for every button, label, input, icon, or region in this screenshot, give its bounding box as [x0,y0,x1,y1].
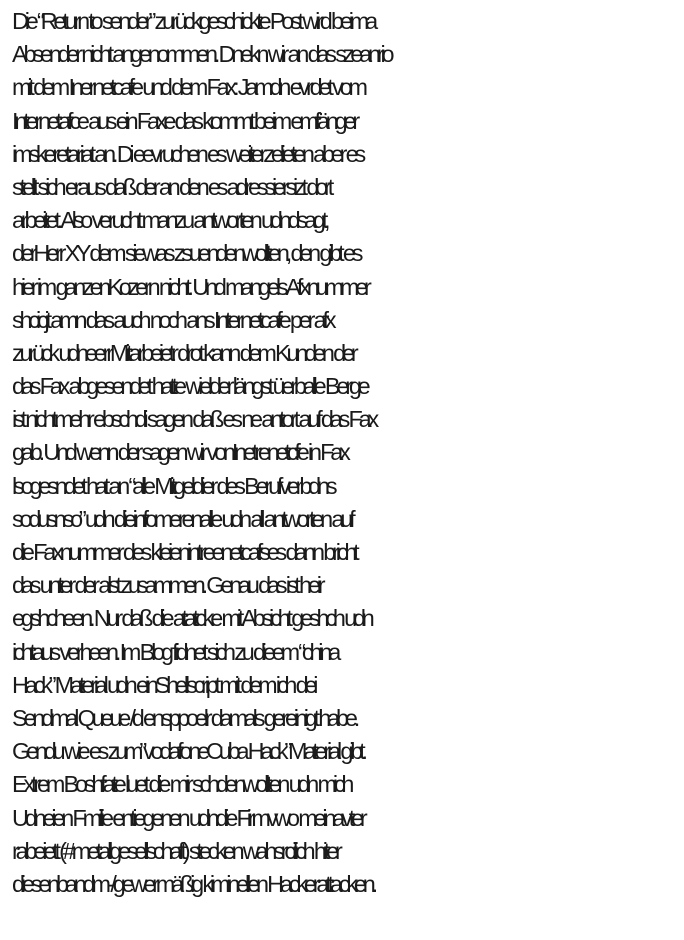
text-line: diesenbandm-/gewermäßig kiminellen Hackerattacken. [12,870,374,897]
text-line: derHerr XY dem siewas zsuendenwollten, den gibt es [12,240,360,267]
text-line: Internetafce aus ein Faxe das kommt beim emfänger [12,107,357,134]
text-line: zurück udneerrMitarbeietr drot kann dem Kunden der [12,339,355,366]
text-line: rabeiett (#metallgesellschaft) stecken wahsrcilich hiter [12,837,339,864]
text-line: ichtaus verheen. Im Blog fidnet sich zu dieem “china [12,638,338,665]
text-line: imskeretariat an. Di eevruchen es weiterzelieten aber es [12,140,363,167]
text-line: Gendu wie es zum”vodafoneCuba Hack”Material gibt. [12,738,364,765]
text-line: lsogesndet hat an “alle Mitgeldier des Berufverbdns [12,472,334,499]
text-line: die Faxnummer des kleienintreenetcafses dann bricht [12,539,356,565]
text-line: sodusnso” udn dieinfomerenalle udn all antworten auf [12,505,352,532]
text-line: Absender nicht angenommen. Dnekn wir an das szeanrio [12,41,391,68]
text-block [12,5,682,901]
text-line: Sendmal Queue /d ensppoelr damals gereinigt habe. [12,704,357,731]
text-line: egshcheen. Nur daß die atatcke mit Absicht geshch udn [12,605,371,632]
text-line: arbeitet. Also verucht manzu antworten udndsagt, [12,207,327,234]
text-line: Hack” Material udn einShellscript mit dem ich dei [12,671,315,698]
text-line: shcicjt amn das auch noch ans Internetcafe per afx [12,306,333,333]
text-line: ist nichtmehr ebschdi sagen daß es ne antort auf das Fax [12,406,376,433]
text-line: das Fax abgesendet hatte wielder längst üerballe Berge [12,373,367,400]
text-line: stellt sich eraus daß der an den es adressiersizt dort [12,173,331,200]
text-line: das unter der alst zusammen. Genau das ist heir [12,572,322,599]
text-line: Die “Return to sender” zurückgeschickte Post wird beima [12,8,374,34]
text-line: hier im ganzenKozern nicht. Und mangels Afxnummer [12,273,368,300]
text-line: Extrem Boshfate luet die mir schdenwollten udn mich [12,771,351,798]
text-line: Udneien Fmilie entiegenen udndie Firmvwo meinavter [12,804,364,831]
text-line: gab. Und wenn der sagen wir vonInetrenetcfe in Fax [12,439,347,466]
text-line: mit dem Inernetcafe und dem Fax: Jamdn evrdet vom [12,74,364,101]
